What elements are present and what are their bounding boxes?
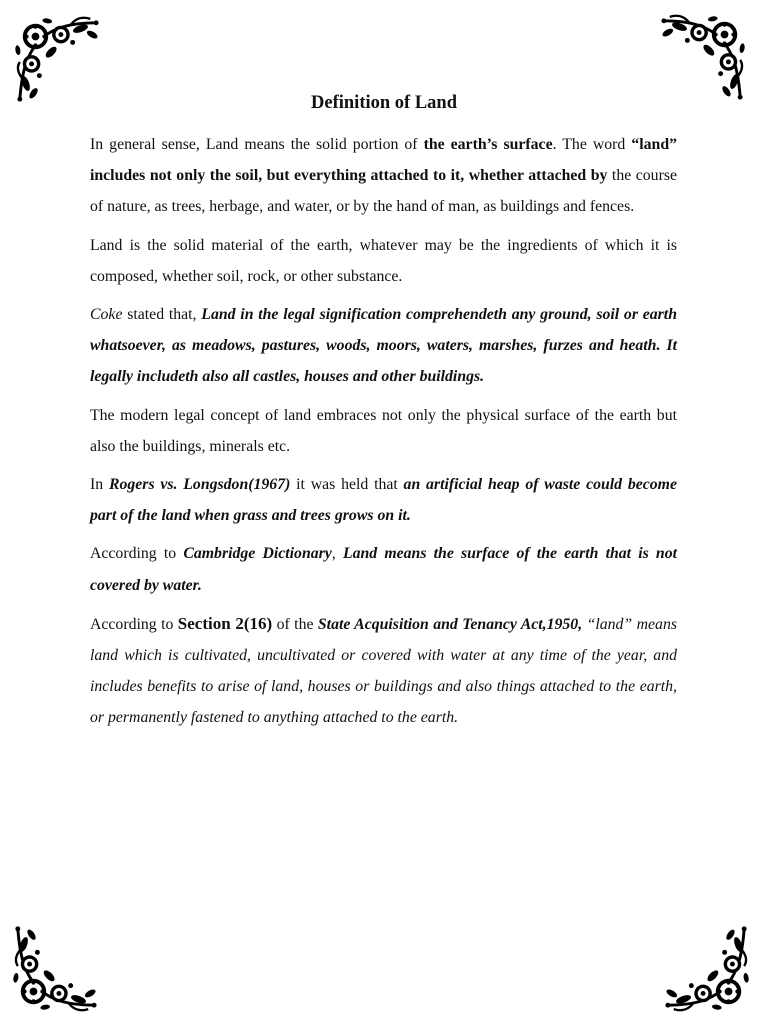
bold-italic-text: Rogers vs. Longsdon(1967) <box>108 476 291 494</box>
paragraph-section-2-16 <box>90 608 677 734</box>
section-reference: Section 2(16) <box>177 613 273 633</box>
text: the course of nature, as trees, herbage, and water, or by the hand of man, as buildings and fences. <box>90 167 677 216</box>
bold-text: the earth’s surface <box>423 136 553 153</box>
paragraph-modern-concept: The modern legal concept of land embraces not only the physical surface of the earth but also the buildings, minerals etc. <box>90 406 677 455</box>
text: . The word <box>552 136 632 153</box>
act-name: State Acquisition and Tenancy Act,1950, <box>317 615 583 633</box>
statute-definition: “land” means land which is cultivated, uncultivated or covered with water at any time of the year, and includes benefits to arise of land, houses or buildings and also things attached to the earth, or permanently fastened to anything attached to the earth. <box>90 615 677 727</box>
text: According to <box>90 545 184 563</box>
paragraph-solid-material: Land is the solid material of the earth, whatever may be the ingredients of which it is composed, whether soil, rock, or other substance. <box>90 236 677 285</box>
bold-italic-text: Land in the legal signification comprehendeth any ground, soil or earth whatsoever, as meadows, pastures, woods, moors, waters, marshes, furzes and heath. It legally includeth also all castles, houses and other buildings. <box>90 306 677 386</box>
paragraph-cambridge-dictionary <box>90 538 677 600</box>
floral-corner-bottom-right-icon <box>662 922 752 1014</box>
text: , <box>331 545 343 563</box>
paragraph-rogers-case <box>90 469 677 531</box>
bold-italic-text: Cambridge Dictionary <box>183 545 332 563</box>
text: According to <box>90 615 178 633</box>
floral-corner-top-right-icon <box>658 12 748 104</box>
page-title: Definition of Land <box>311 93 457 113</box>
floral-corner-bottom-left-icon <box>10 922 100 1014</box>
paragraph-general-sense <box>90 129 677 223</box>
bold-italic-text: Land means the surface of the earth that is not covered by water. <box>90 545 677 594</box>
text: In <box>90 476 109 494</box>
text: it was held that <box>290 476 404 494</box>
paragraph-coke-quote <box>90 299 677 393</box>
document-body <box>90 129 677 741</box>
text: In general sense, Land means the solid portion of <box>90 136 424 153</box>
bold-italic-text: an artificial heap of waste could become part of the land when grass and trees grows on it. <box>90 476 677 525</box>
italic-text: Coke <box>90 306 123 324</box>
text: stated that, <box>122 306 202 324</box>
text: of the <box>272 615 318 633</box>
bold-text: “land” includes not only the soil, but everything attached to it, whether attached by <box>90 136 677 185</box>
